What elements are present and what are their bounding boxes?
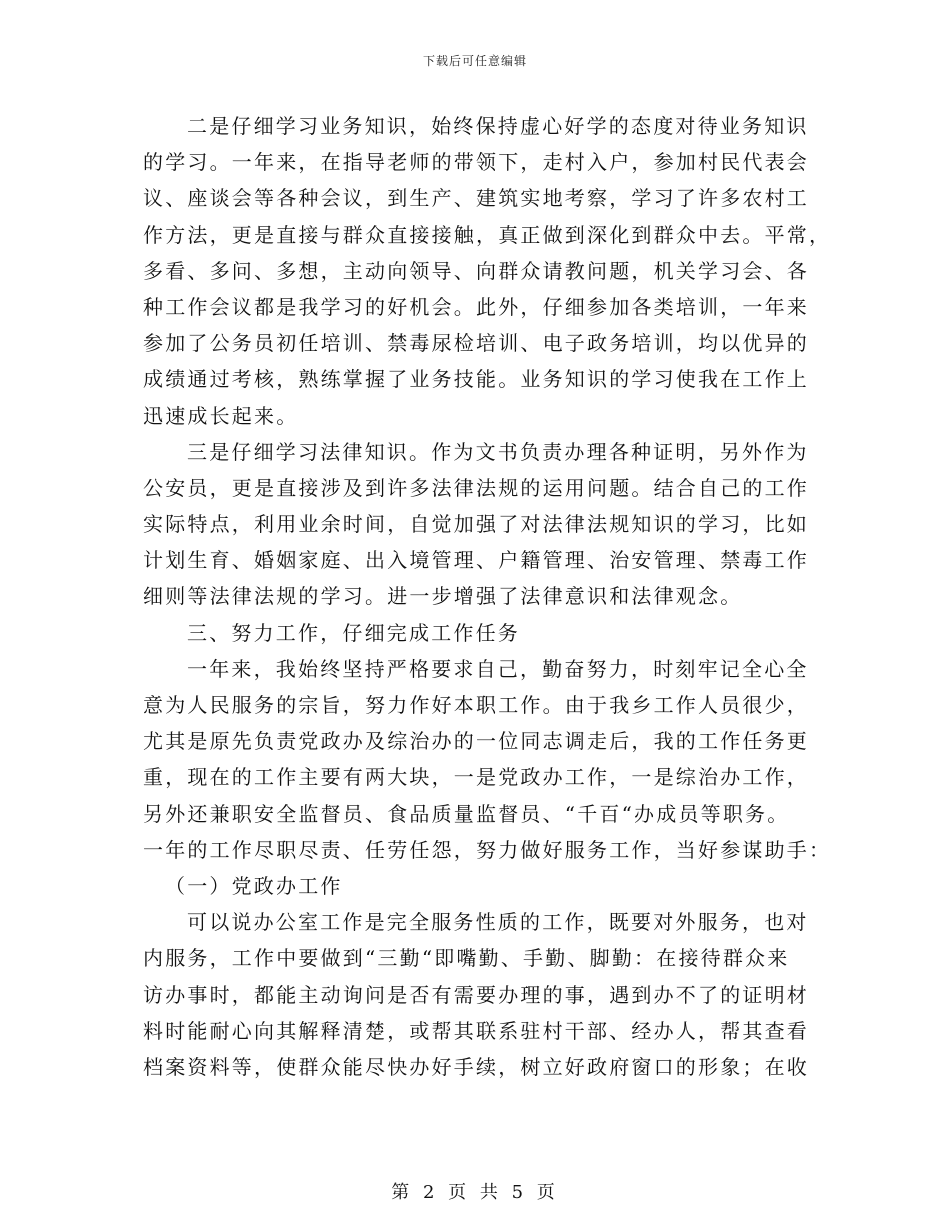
paragraph-line: 访办事时，都能主动询问是否有需要办理的事，遇到办不了的证明材 bbox=[143, 982, 809, 1007]
paragraph-line: 档案资料等，使群众能尽快办好手续，树立好政府窗口的形象；在收 bbox=[143, 1054, 809, 1079]
paragraph-line: 参加了公务员初任培训、禁毒尿检培训、电子政务培训，均以优异的 bbox=[143, 331, 809, 356]
page-header-note: 下载后可任意编辑 bbox=[422, 54, 527, 68]
paragraph-line: 二是仔细学习业务知识，始终保持虚心好学的态度对待业务知识 bbox=[187, 114, 809, 138]
paragraph-line: 一年来，我始终坚持严格要求自己，勤奋努力，时刻牢记全心全 bbox=[187, 656, 809, 681]
paragraph-line: 一年的工作尽职尽责、任劳任怨，努力做好服务工作，当好参谋助手： bbox=[143, 837, 832, 862]
paragraph-line: 三是仔细学习法律知识。作为文书负责办理各种证明，另外作为 bbox=[187, 439, 809, 464]
paragraph-line: 议、座谈会等各种会议，到生产、建筑实地考察，学习了许多农村工 bbox=[143, 186, 809, 211]
paragraph-line: 实际特点，利用业余时间，自觉加强了对法律法规知识的学习，比如 bbox=[143, 512, 809, 537]
paragraph-line: 另外还兼职安全监督员、食品质量监督员、“千百“办成员等职务。 bbox=[143, 801, 790, 826]
section-heading: 三、努力工作，仔细完成工作任务 bbox=[187, 620, 520, 645]
paragraph-line: 公安员，更是直接涉及到许多法律法规的运用问题。结合自己的工作 bbox=[143, 475, 809, 500]
paragraph-line: 作方法，更是直接与群众直接接触，真正做到深化到群众中去。平常， bbox=[143, 222, 832, 247]
paragraph-line: 的学习。一年来，在指导老师的带领下，走村入户，参加村民代表会 bbox=[143, 150, 809, 175]
paragraph-line: 多看、多问、多想，主动向领导、向群众请教问题，机关学习会、各 bbox=[143, 258, 809, 283]
paragraph-line: 种工作会议都是我学习的好机会。此外，仔细参加各类培训，一年来 bbox=[143, 294, 809, 319]
paragraph-line: 成绩通过考核，熟练掌握了业务技能。业务知识的学习使我在工作上 bbox=[143, 367, 809, 392]
subsection-heading: （一）党政办工作 bbox=[165, 873, 343, 898]
paragraph-line: 可以说办公室工作是完全服务性质的工作，既要对外服务，也对 bbox=[187, 910, 809, 935]
paragraph-line: 迅速成长起来。 bbox=[143, 403, 299, 428]
paragraph-line: 意为人民服务的宗旨，努力作好本职工作。由于我乡工作人员很少， bbox=[143, 693, 809, 717]
paragraph-line: 计划生育、婚姻家庭、出入境管理、户籍管理、治安管理、禁毒工作 bbox=[143, 548, 809, 573]
paragraph-line: 细则等法律法规的学习。进一步增强了法律意识和法律观念。 bbox=[143, 584, 743, 609]
paragraph-line: 尤其是原先负责党政办及综治办的一位同志调走后，我的工作任务更 bbox=[143, 729, 809, 754]
document-body bbox=[143, 108, 832, 1085]
paragraph-line: 重，现在的工作主要有两大块，一是党政办工作，一是综治办工作， bbox=[143, 765, 809, 790]
paragraph-line: 内服务，工作中要做到“三勤“即嘴勤、手勤、脚勤：在接待群众来 bbox=[143, 946, 790, 971]
page-number-footer: 第 2 页 共 5 页 bbox=[391, 1182, 559, 1203]
paragraph-line: 料时能耐心向其解释清楚，或帮其联系驻村干部、经办人，帮其查看 bbox=[143, 1018, 809, 1043]
